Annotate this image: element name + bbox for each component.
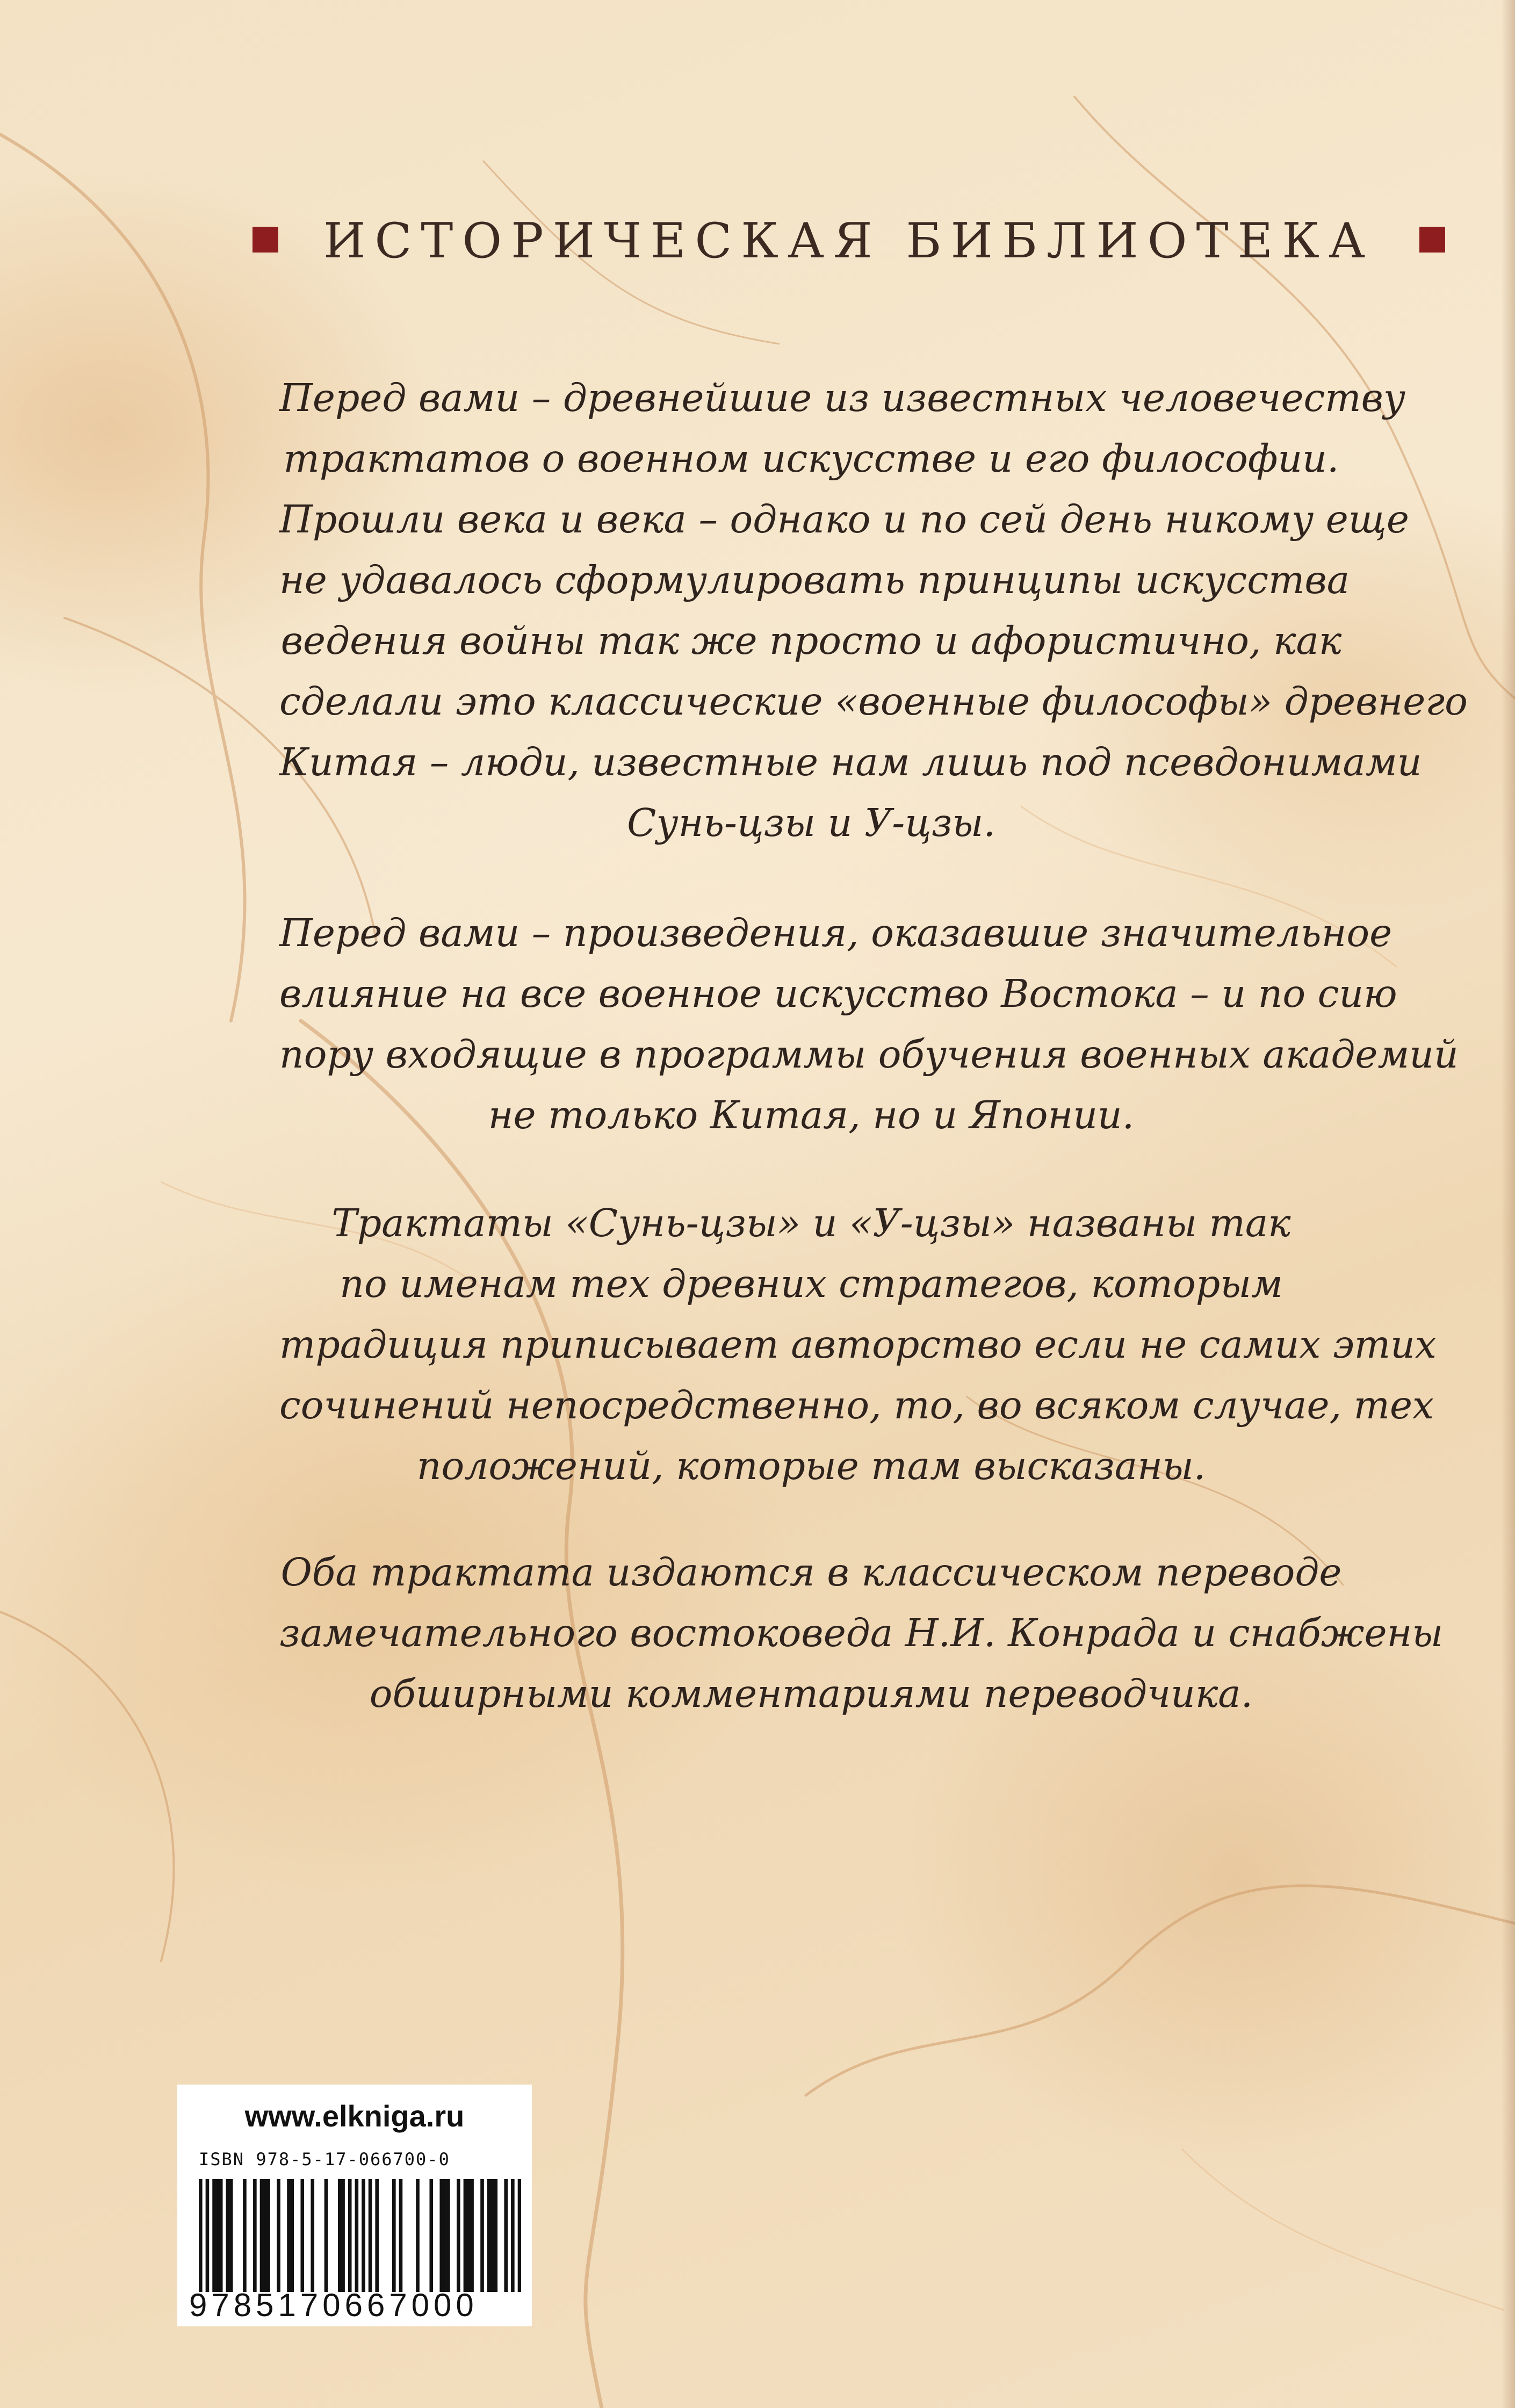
barcode-bar [487, 2179, 491, 2292]
barcode-bar [348, 2179, 352, 2292]
blurb-line: замечательного востоковеда Н.И. Конрада и снабжены [279, 1611, 1444, 1655]
blurb-line: Перед вами – древнейшие из известных человечеству [279, 376, 1406, 420]
isbn-label: ISBN 978-5-17-066700-0 [199, 2149, 450, 2169]
barcode-bar [277, 2179, 280, 2292]
red-square-ornament [252, 227, 278, 253]
blurb-paragraph-1 [279, 367, 1468, 853]
blurb-line: сделали это классические «военные философы» древнего [279, 679, 1468, 724]
barcode-bar [416, 2179, 420, 2292]
barcode-bar [226, 2179, 230, 2292]
barcode-bar [511, 2179, 515, 2292]
blurb-line: ведения войны так же просто и афористично, как [280, 618, 1342, 663]
barcode-bar [260, 2179, 264, 2292]
barcode-bar [392, 2179, 396, 2292]
barcode-bar [263, 2179, 267, 2292]
barcode-bar [311, 2179, 314, 2292]
barcode-bar [216, 2179, 220, 2292]
barcode-bar [300, 2179, 304, 2292]
blurb-line: положений, которые там высказаны. [416, 1444, 1206, 1488]
barcode-digits: 9785170667000 [189, 2287, 478, 2323]
barcode-bar [518, 2179, 521, 2292]
barcode-bar [253, 2179, 257, 2292]
barcode-bar [443, 2179, 447, 2292]
blurb-line: трактатов о военном искусстве и его философии. [283, 436, 1339, 481]
series-title: ИСТОРИЧЕСКАЯ БИБЛИОТЕКА [323, 213, 1375, 269]
barcode-bar [338, 2179, 342, 2292]
barcode-bar [324, 2179, 328, 2292]
barcode-bar [446, 2179, 450, 2292]
barcode-bar [457, 2179, 460, 2292]
barcode-bar [369, 2179, 372, 2292]
blurb-line: Китая – люди, известные нам лишь под псевдонимами [279, 740, 1422, 784]
barcode-bar [219, 2179, 223, 2292]
publisher-website[interactable]: www.elkniga.ru [244, 2099, 465, 2133]
barcode-bar [243, 2179, 247, 2292]
barcode-bar [480, 2179, 484, 2292]
barcode-bar [490, 2179, 494, 2292]
barcode-bar [206, 2179, 210, 2292]
barcode-bar [399, 2179, 403, 2292]
blurb-paragraph-4 [279, 1542, 1444, 1724]
isbn-barcode-panel [177, 2085, 532, 2326]
blurb-line: по именам тех древних стратегов, которым [340, 1261, 1283, 1306]
blurb-line: Перед вами – произведения, оказавшие значительное [279, 911, 1393, 955]
barcode-bar [266, 2179, 270, 2292]
barcode-bar [355, 2179, 359, 2292]
spine-shadow [1501, 0, 1515, 2408]
blurb-line: Сунь-цзы и У-цзы. [627, 801, 995, 845]
barcode-bar [375, 2179, 379, 2292]
barcode-bar [467, 2179, 471, 2292]
blurb-paragraph-3 [279, 1193, 1437, 1496]
blurb-line: обширными комментариями переводчика. [369, 1671, 1253, 1716]
blurb-line: Прошли века и века – однако и по сей день никому еще [279, 497, 1409, 542]
barcode-bar [504, 2179, 508, 2292]
barcode-bar [212, 2179, 216, 2292]
barcode-bar [291, 2179, 294, 2292]
barcode-bar [429, 2179, 433, 2292]
barcode-bar [341, 2179, 345, 2292]
blurb-line: сочинений непосредственно, то, во всяком случае, тех [279, 1383, 1434, 1428]
barcode-bar [439, 2179, 443, 2292]
barcode-bar [199, 2179, 203, 2292]
barcode [199, 2179, 521, 2292]
barcode-bar [229, 2179, 233, 2292]
blurb-line: пору входящие в программы обучения военных академий [279, 1032, 1459, 1077]
blurb-line: традиция приписывает авторство если не самих этих [279, 1322, 1437, 1367]
blurb-paragraph-2 [279, 903, 1459, 1145]
blurb-line: влияние на все военное искусство Востока – и по сию [279, 971, 1397, 1016]
blurb-line: Трактаты «Сунь-цзы» и «У-цзы» названы так [331, 1201, 1291, 1245]
barcode-bar [362, 2179, 365, 2292]
barcode-bar [464, 2179, 467, 2292]
blurb-line: не только Китая, но и Японии. [488, 1093, 1135, 1137]
blurb-line: Оба трактата издаются в классическом переводе [280, 1550, 1342, 1595]
red-square-ornament [1419, 227, 1445, 253]
series-header [252, 204, 1445, 269]
blurb-line: не удавалось сформулировать принципы искусства [279, 558, 1350, 602]
barcode-bar [494, 2179, 497, 2292]
barcode-bar [470, 2179, 474, 2292]
barcode-bar [287, 2179, 291, 2292]
